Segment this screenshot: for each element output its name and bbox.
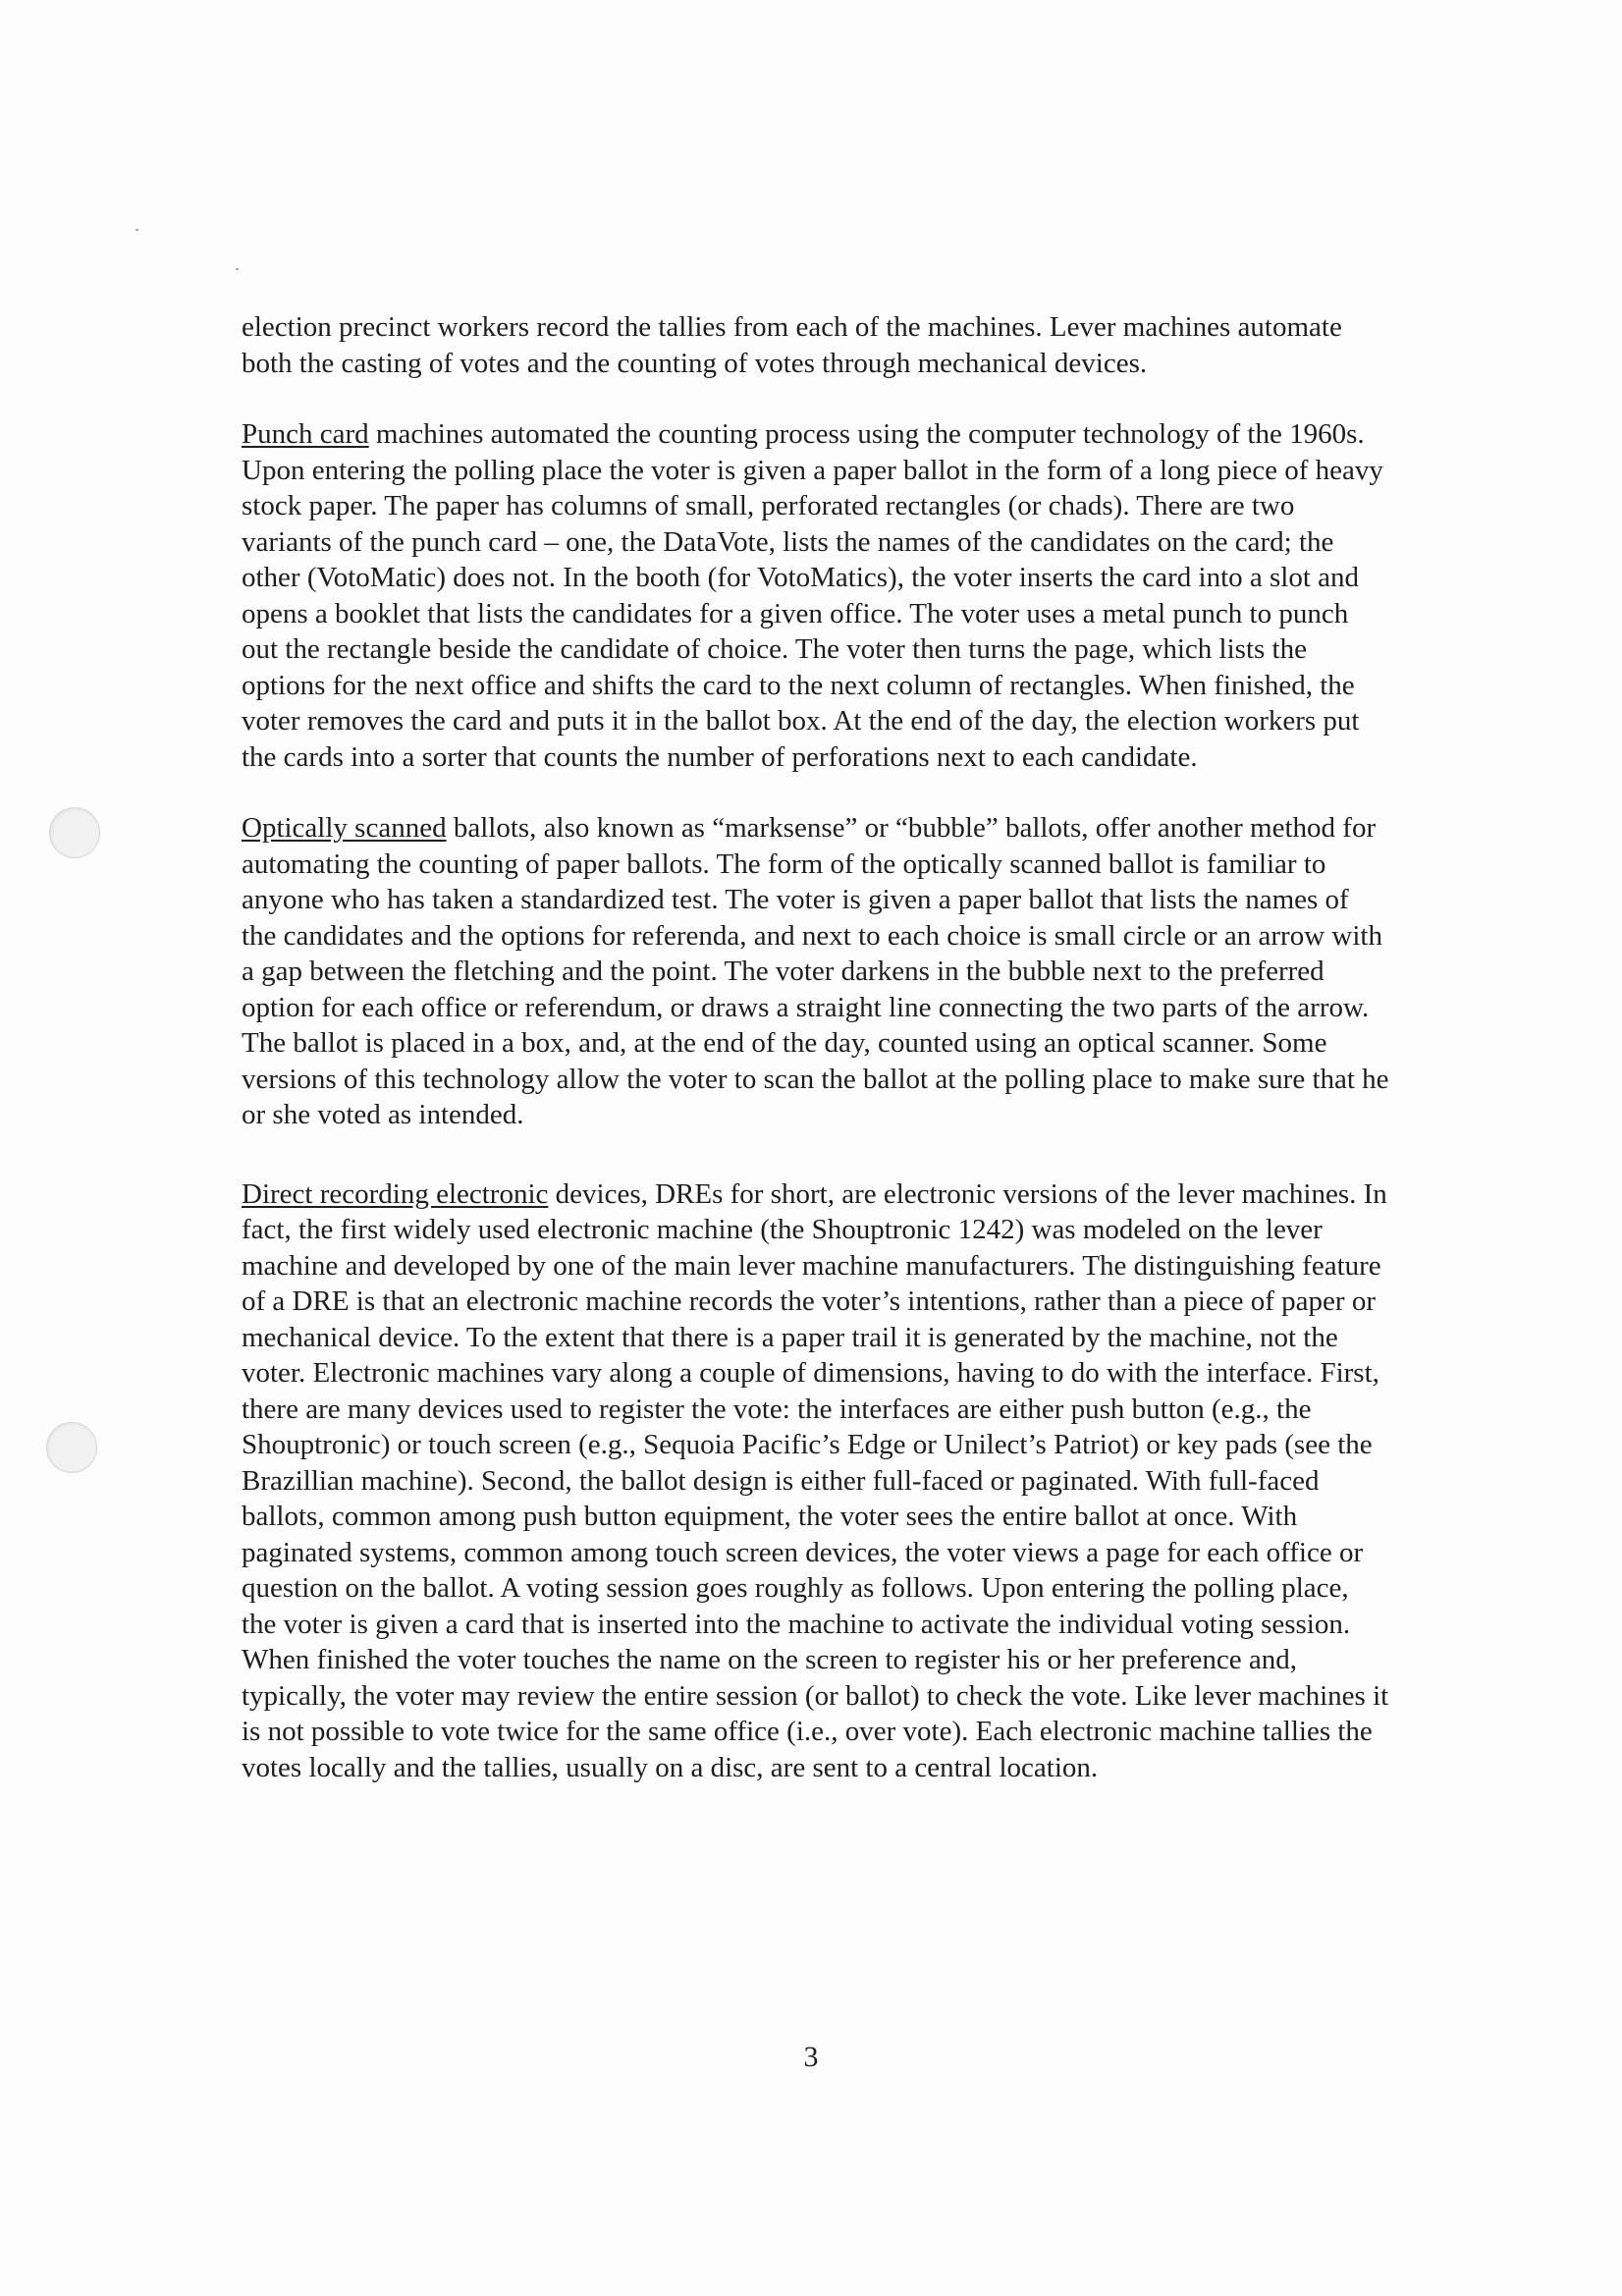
page-number: 3 <box>803 2041 819 2073</box>
paragraph-text: ballots, also known as “marksense” or “bubble” ballots, offer another method for automating the counting of paper ballots. The form of the optically scanned ballot is familiar to anyone who has taken a standardized test. The voter is given a paper ballot that lists the names of the candidates and the options for referenda, and next to each choice is small circle or an arrow with a gap between the fletching and the point. The voter darkens in the bubble next to the preferred option for each office or referendum, or draws a straight line connecting the two parts of the arrow. The ballot is placed in a box, and, at the end of the day, counted using an optical scanner. Some versions of this technology allow the voter to scan the ballot at the polling place to make sure that he or she voted as intended. <box>242 812 1389 1130</box>
term-direct-recording-electronic: Direct recording electronic <box>242 1177 549 1210</box>
paragraph-text: machines automated the counting process using the computer technology of the 1960s. Upon entering the polling place the voter is given a paper ballot in the form of a long piece of heavy stock paper. The paper has columns of small, perforated rectangles (or chads). There are two variants of the punch card – one, the DataVote, lists the names of the candidates on the card; the other (VotoMatic) does not. In the booth (for VotoMatics), the voter inserts the card into a slot and opens a booklet that lists the candidates for a given office. The voter uses a metal punch to punch out the rectangle beside the candidate of choice. The voter then turns the page, which lists the options for the next office and shifts the card to the next column of rectangles. When finished, the voter removes the card and puts it in the ballot box. At the end of the day, the election workers put the cards into a sorter that counts the number of perforations next to each candidate. <box>242 418 1383 773</box>
paragraph-lever-machines <box>242 309 1390 381</box>
punch-hole <box>49 807 100 858</box>
paragraph-direct-recording-electronic <box>242 1176 1390 1786</box>
paragraph-text: devices, DREs for short, are electronic versions of the lever machines. In fact, the first widely used electronic machine (the Shouptronic 1242) was modeled on the lever machine and developed by one of the main lever machine manufacturers. The distinguishing feature of a DRE is that an electronic machine records the voter’s intentions, rather than a piece of paper or mechanical device. To the extent that there is a paper trail it is generated by the machine, not the voter. Electronic machines vary along a couple of dimensions, having to do with the interface. First, there are many devices used to register the vote: the interfaces are either push button (e.g., the Shouptronic) or touch screen (e.g., Sequoia Pacific’s Edge or Unilect’s Patriot) or key pads (see the Brazillian machine). Second, the ballot design is either full-faced or paginated. With full-faced ballots, common among push button equipment, the voter sees the entire ballot at once. With paginated systems, common among touch screen devices, the voter views a page for each office or question on the ballot. A voting session goes roughly as follows. Upon entering the polling place, the voter is given a card that is inserted into the machine to activate the individual voting session. When finished the voter touches the name on the screen to register his or her preference and, typically, the voter may review the entire session (or ballot) to check the vote. Like lever machines it is not possible to vote twice for the same office (i.e., over vote). Each electronic machine tallies the votes locally and the tallies, usually on a disc, are sent to a central location. <box>242 1177 1389 1783</box>
scan-speck <box>135 229 138 231</box>
punch-hole <box>46 1422 97 1473</box>
paragraph-punch-card <box>242 416 1390 775</box>
term-optically-scanned: Optically scanned <box>242 812 447 844</box>
document-body <box>242 309 1390 1785</box>
scan-speck <box>236 268 239 270</box>
term-punch-card: Punch card <box>242 418 369 450</box>
paragraph-optically-scanned <box>242 810 1390 1133</box>
paragraph-text: election precinct workers record the tallies from each of the machines. Lever machines automate both the casting of votes and the counting of votes through mechanical devices. <box>242 311 1342 379</box>
